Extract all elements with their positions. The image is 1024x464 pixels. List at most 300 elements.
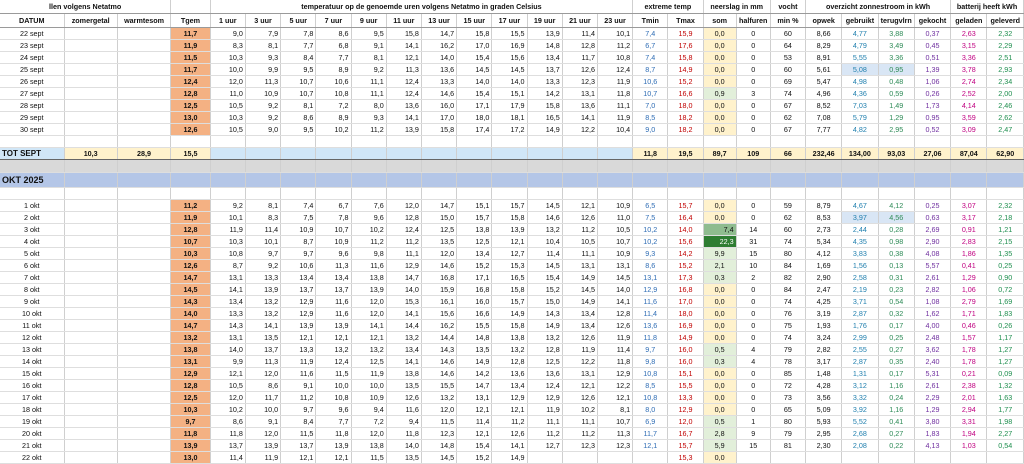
data-cell[interactable]: 14,0 xyxy=(171,308,210,320)
data-cell[interactable]: 11,5 xyxy=(281,428,316,440)
data-cell[interactable]: 4,77 xyxy=(842,28,878,40)
data-cell[interactable]: 12,1 xyxy=(492,236,527,248)
empty-cell[interactable] xyxy=(562,188,597,200)
data-cell[interactable]: 84 xyxy=(770,284,805,296)
data-cell[interactable]: 11,8 xyxy=(316,428,351,440)
data-cell[interactable]: 12,1 xyxy=(492,404,527,416)
data-cell[interactable]: 0,24 xyxy=(878,392,914,404)
data-cell[interactable]: 72 xyxy=(770,380,805,392)
data-cell[interactable]: 15,5 xyxy=(668,380,703,392)
empty-cell[interactable] xyxy=(64,136,117,148)
data-cell[interactable]: 9,2 xyxy=(245,260,280,272)
data-cell[interactable]: 10,9 xyxy=(597,200,632,212)
data-cell[interactable]: 15,7 xyxy=(492,296,527,308)
data-cell[interactable]: 9,4 xyxy=(351,404,386,416)
data-cell[interactable]: 1,78 xyxy=(951,356,987,368)
date-cell[interactable]: 13 okt xyxy=(0,344,64,356)
data-cell[interactable]: 13,5 xyxy=(386,380,421,392)
date-cell[interactable]: 21 okt xyxy=(0,440,64,452)
data-cell[interactable]: 10 xyxy=(736,260,770,272)
data-cell[interactable]: 0,0 xyxy=(703,112,736,124)
data-cell[interactable]: 11,8 xyxy=(633,332,668,344)
data-cell[interactable]: 74 xyxy=(770,332,805,344)
data-cell[interactable]: 16,8 xyxy=(668,284,703,296)
total-cell[interactable] xyxy=(527,148,562,160)
data-cell[interactable]: 0,35 xyxy=(878,356,914,368)
data-cell[interactable]: 15 xyxy=(736,440,770,452)
column-header[interactable]: Tmin xyxy=(633,14,668,28)
data-cell[interactable]: 11,4 xyxy=(562,28,597,40)
data-cell[interactable]: 13,7 xyxy=(210,440,245,452)
data-cell[interactable]: 10,6 xyxy=(316,76,351,88)
column-header[interactable]: 21 uur xyxy=(562,14,597,28)
data-cell[interactable]: 0,3 xyxy=(703,272,736,284)
data-cell[interactable]: 7,4 xyxy=(633,28,668,40)
data-cell[interactable]: 11,1 xyxy=(351,88,386,100)
data-cell[interactable]: 15,1 xyxy=(492,88,527,100)
data-cell[interactable]: 13,8 xyxy=(171,344,210,356)
column-header[interactable]: opwek xyxy=(806,14,842,28)
data-cell[interactable]: 0,0 xyxy=(703,284,736,296)
data-cell[interactable]: 14,7 xyxy=(386,272,421,284)
data-cell[interactable]: 16,1 xyxy=(421,296,456,308)
data-cell[interactable]: 4,12 xyxy=(878,200,914,212)
data-cell[interactable] xyxy=(117,320,170,332)
data-cell[interactable]: 12,8 xyxy=(386,212,421,224)
data-cell[interactable]: 3,49 xyxy=(878,40,914,52)
data-cell[interactable]: 12,1 xyxy=(562,200,597,212)
data-cell[interactable]: 13,1 xyxy=(210,332,245,344)
data-cell[interactable]: 5,79 xyxy=(842,112,878,124)
data-cell[interactable]: 12,1 xyxy=(316,452,351,464)
data-cell[interactable]: 14,7 xyxy=(171,320,210,332)
data-cell[interactable]: 14,9 xyxy=(492,452,527,464)
data-cell[interactable] xyxy=(878,452,914,464)
data-cell[interactable]: 17,1 xyxy=(457,272,492,284)
data-cell[interactable]: 14,9 xyxy=(562,272,597,284)
date-cell[interactable]: 27 sept xyxy=(0,88,64,100)
data-cell[interactable] xyxy=(64,212,117,224)
data-cell[interactable]: 15,8 xyxy=(492,284,527,296)
data-cell[interactable] xyxy=(117,296,170,308)
data-cell[interactable]: 11,1 xyxy=(597,100,632,112)
data-cell[interactable]: 13,4 xyxy=(316,272,351,284)
data-cell[interactable]: 2,32 xyxy=(987,200,1024,212)
data-cell[interactable]: 1,31 xyxy=(842,368,878,380)
data-cell[interactable]: 1,76 xyxy=(842,320,878,332)
data-cell[interactable]: 0,5 xyxy=(703,416,736,428)
data-cell[interactable]: 4,67 xyxy=(842,200,878,212)
data-cell[interactable]: 10,1 xyxy=(210,212,245,224)
data-cell[interactable] xyxy=(64,236,117,248)
data-cell[interactable]: 3,88 xyxy=(878,28,914,40)
data-cell[interactable]: 1,08 xyxy=(914,296,950,308)
data-cell[interactable] xyxy=(64,284,117,296)
data-cell[interactable]: 10,3 xyxy=(210,52,245,64)
empty-cell[interactable] xyxy=(171,188,210,200)
data-cell[interactable]: 16,0 xyxy=(457,296,492,308)
data-cell[interactable]: 9,3 xyxy=(633,248,668,260)
data-cell[interactable]: 11,9 xyxy=(210,224,245,236)
data-cell[interactable] xyxy=(633,452,668,464)
data-cell[interactable]: 15,4 xyxy=(457,52,492,64)
data-cell[interactable]: 14,8 xyxy=(527,40,562,52)
data-cell[interactable]: 0,23 xyxy=(878,284,914,296)
data-cell[interactable]: 8,5 xyxy=(633,380,668,392)
data-cell[interactable]: 14,7 xyxy=(421,28,456,40)
empty-cell[interactable] xyxy=(914,136,950,148)
data-cell[interactable]: 13,5 xyxy=(421,236,456,248)
data-cell[interactable]: 6,7 xyxy=(316,200,351,212)
data-cell[interactable]: 1,93 xyxy=(806,320,842,332)
data-cell[interactable]: 14,5 xyxy=(421,452,456,464)
data-cell[interactable]: 0,48 xyxy=(878,76,914,88)
data-cell[interactable]: 13,1 xyxy=(562,88,597,100)
empty-cell[interactable] xyxy=(64,173,117,188)
data-cell[interactable]: 18,1 xyxy=(492,112,527,124)
date-cell[interactable]: 10 okt xyxy=(0,308,64,320)
column-header[interactable]: 7 uur xyxy=(316,14,351,28)
data-cell[interactable]: 5,52 xyxy=(842,416,878,428)
data-cell[interactable] xyxy=(117,416,170,428)
data-cell[interactable]: 12,4 xyxy=(386,88,421,100)
data-cell[interactable] xyxy=(64,296,117,308)
data-cell[interactable]: 0,0 xyxy=(703,452,736,464)
data-cell[interactable]: 2,61 xyxy=(914,272,950,284)
data-cell[interactable]: 11,6 xyxy=(316,308,351,320)
data-cell[interactable]: 12,0 xyxy=(245,368,280,380)
empty-cell[interactable] xyxy=(457,173,492,188)
data-cell[interactable] xyxy=(64,452,117,464)
data-cell[interactable]: 5,31 xyxy=(914,368,950,380)
data-cell[interactable]: 0,0 xyxy=(703,76,736,88)
data-cell[interactable]: 12,6 xyxy=(562,64,597,76)
empty-cell[interactable] xyxy=(281,173,316,188)
data-cell[interactable]: 14,2 xyxy=(457,368,492,380)
data-cell[interactable]: 15,6 xyxy=(492,52,527,64)
data-cell[interactable]: 10,0 xyxy=(245,404,280,416)
data-cell[interactable]: 10,1 xyxy=(245,236,280,248)
data-cell[interactable]: 13,4 xyxy=(492,380,527,392)
data-cell[interactable] xyxy=(117,248,170,260)
data-cell[interactable]: 15,4 xyxy=(457,88,492,100)
data-cell[interactable]: 12,8 xyxy=(171,224,210,236)
data-cell[interactable]: 69 xyxy=(770,76,805,88)
data-cell[interactable]: 10,8 xyxy=(633,392,668,404)
data-cell[interactable] xyxy=(64,392,117,404)
data-cell[interactable]: 13,4 xyxy=(562,320,597,332)
data-cell[interactable]: 8,29 xyxy=(806,40,842,52)
empty-cell[interactable] xyxy=(770,136,805,148)
data-cell[interactable]: 15,8 xyxy=(421,124,456,136)
data-cell[interactable]: 13,4 xyxy=(281,272,316,284)
data-cell[interactable]: 0,91 xyxy=(951,224,987,236)
data-cell[interactable]: 12,5 xyxy=(457,236,492,248)
data-cell[interactable]: 12,1 xyxy=(351,332,386,344)
data-cell[interactable]: 5,93 xyxy=(806,416,842,428)
data-cell[interactable] xyxy=(64,40,117,52)
data-cell[interactable] xyxy=(117,224,170,236)
data-cell[interactable]: 12,9 xyxy=(527,392,562,404)
data-cell[interactable]: 15,4 xyxy=(457,440,492,452)
data-cell[interactable]: 1,29 xyxy=(914,404,950,416)
data-cell[interactable]: 10,5 xyxy=(562,236,597,248)
data-cell[interactable] xyxy=(117,236,170,248)
data-cell[interactable]: 9,6 xyxy=(351,212,386,224)
data-cell[interactable]: 14,7 xyxy=(457,380,492,392)
data-cell[interactable]: 10,7 xyxy=(171,236,210,248)
data-cell[interactable]: 0 xyxy=(736,100,770,112)
data-cell[interactable]: 18,2 xyxy=(668,124,703,136)
data-cell[interactable]: 0,0 xyxy=(703,100,736,112)
data-cell[interactable]: 15,0 xyxy=(527,296,562,308)
data-cell[interactable]: 13,2 xyxy=(527,224,562,236)
empty-cell[interactable] xyxy=(316,173,351,188)
data-cell[interactable]: 14,0 xyxy=(492,76,527,88)
data-cell[interactable]: 12,6 xyxy=(597,320,632,332)
data-cell[interactable]: 12,0 xyxy=(386,200,421,212)
data-cell[interactable] xyxy=(64,368,117,380)
data-cell[interactable]: 13,8 xyxy=(386,368,421,380)
empty-cell[interactable] xyxy=(562,136,597,148)
data-cell[interactable]: 8,6 xyxy=(210,416,245,428)
data-cell[interactable]: 1,21 xyxy=(987,224,1024,236)
data-cell[interactable]: 15,8 xyxy=(527,100,562,112)
empty-cell[interactable] xyxy=(703,173,736,188)
data-cell[interactable]: 10,7 xyxy=(597,236,632,248)
data-cell[interactable]: 0,0 xyxy=(703,28,736,40)
data-cell[interactable]: 2,62 xyxy=(987,112,1024,124)
data-cell[interactable]: 17,0 xyxy=(668,296,703,308)
data-cell[interactable]: 3,71 xyxy=(842,296,878,308)
data-cell[interactable]: 13,2 xyxy=(386,332,421,344)
data-cell[interactable] xyxy=(770,452,805,464)
data-cell[interactable]: 1,77 xyxy=(987,404,1024,416)
data-cell[interactable]: 16,0 xyxy=(421,100,456,112)
data-cell[interactable]: 2,18 xyxy=(987,212,1024,224)
data-cell[interactable]: 12,6 xyxy=(171,124,210,136)
data-cell[interactable]: 14,8 xyxy=(421,440,456,452)
data-cell[interactable]: 2,93 xyxy=(987,64,1024,76)
data-cell[interactable]: 11,2 xyxy=(562,224,597,236)
data-cell[interactable]: 13,0 xyxy=(171,452,210,464)
empty-cell[interactable] xyxy=(457,136,492,148)
data-cell[interactable]: 14,0 xyxy=(386,440,421,452)
data-cell[interactable]: 3,12 xyxy=(842,380,878,392)
data-cell[interactable]: 2,46 xyxy=(987,100,1024,112)
data-cell[interactable]: 12,9 xyxy=(171,368,210,380)
date-cell[interactable]: 22 okt xyxy=(0,452,64,464)
data-cell[interactable]: 9,5 xyxy=(281,124,316,136)
data-cell[interactable] xyxy=(914,452,950,464)
data-cell[interactable]: 8,9 xyxy=(316,112,351,124)
data-cell[interactable]: 2,74 xyxy=(951,76,987,88)
empty-cell[interactable] xyxy=(770,188,805,200)
data-cell[interactable]: 12,5 xyxy=(171,100,210,112)
column-header[interactable]: DATUM xyxy=(0,14,64,28)
data-cell[interactable]: 11,1 xyxy=(386,248,421,260)
data-cell[interactable]: 11,5 xyxy=(351,452,386,464)
data-cell[interactable]: 15,3 xyxy=(386,296,421,308)
data-cell[interactable]: 5,9 xyxy=(703,440,736,452)
empty-cell[interactable] xyxy=(492,188,527,200)
empty-cell[interactable] xyxy=(351,188,386,200)
data-cell[interactable]: 3,83 xyxy=(842,248,878,260)
data-cell[interactable]: 0 xyxy=(736,380,770,392)
data-cell[interactable] xyxy=(64,124,117,136)
data-cell[interactable]: 13,8 xyxy=(351,272,386,284)
data-cell[interactable]: 11,9 xyxy=(597,112,632,124)
data-cell[interactable]: 10,2 xyxy=(316,124,351,136)
total-cell[interactable] xyxy=(386,148,421,160)
data-cell[interactable]: 2,69 xyxy=(914,224,950,236)
data-cell[interactable]: 9,2 xyxy=(351,64,386,76)
data-cell[interactable]: 0,0 xyxy=(703,368,736,380)
data-cell[interactable]: 0,17 xyxy=(878,320,914,332)
data-cell[interactable]: 11,3 xyxy=(386,64,421,76)
data-cell[interactable]: 15,6 xyxy=(421,308,456,320)
data-cell[interactable]: 3,59 xyxy=(951,112,987,124)
data-cell[interactable]: 0,26 xyxy=(987,320,1024,332)
data-cell[interactable]: 3,09 xyxy=(951,124,987,136)
data-cell[interactable]: 0 xyxy=(736,212,770,224)
empty-cell[interactable] xyxy=(210,188,245,200)
data-cell[interactable]: 0,09 xyxy=(987,368,1024,380)
empty-cell[interactable] xyxy=(736,136,770,148)
data-cell[interactable]: 7,8 xyxy=(281,28,316,40)
data-cell[interactable]: 7,2 xyxy=(351,416,386,428)
data-cell[interactable]: 0,9 xyxy=(703,88,736,100)
date-cell[interactable]: 24 sept xyxy=(0,52,64,64)
empty-cell[interactable] xyxy=(668,188,703,200)
data-cell[interactable]: 10,1 xyxy=(597,28,632,40)
data-cell[interactable]: 12,3 xyxy=(597,440,632,452)
data-cell[interactable]: 14,5 xyxy=(492,64,527,76)
data-cell[interactable]: 9,3 xyxy=(245,52,280,64)
data-cell[interactable]: 15,3 xyxy=(492,260,527,272)
empty-cell[interactable] xyxy=(597,136,632,148)
data-cell[interactable]: 9,8 xyxy=(633,356,668,368)
empty-cell[interactable] xyxy=(878,188,914,200)
data-cell[interactable]: 15,6 xyxy=(668,236,703,248)
data-cell[interactable]: 11,2 xyxy=(351,124,386,136)
data-cell[interactable]: 8,3 xyxy=(210,40,245,52)
data-cell[interactable]: 12,6 xyxy=(492,428,527,440)
data-cell[interactable]: 1,29 xyxy=(878,112,914,124)
data-cell[interactable]: 12,5 xyxy=(171,392,210,404)
data-cell[interactable]: 13,9 xyxy=(492,224,527,236)
empty-cell[interactable] xyxy=(245,173,280,188)
data-cell[interactable]: 2,30 xyxy=(806,440,842,452)
empty-cell[interactable] xyxy=(770,173,805,188)
date-cell[interactable]: 22 sept xyxy=(0,28,64,40)
date-cell[interactable]: 15 okt xyxy=(0,368,64,380)
data-cell[interactable]: 10,8 xyxy=(316,392,351,404)
data-cell[interactable]: 2,87 xyxy=(842,308,878,320)
data-cell[interactable]: 16,5 xyxy=(527,112,562,124)
data-cell[interactable] xyxy=(64,248,117,260)
data-cell[interactable]: 11,9 xyxy=(171,40,210,52)
data-cell[interactable]: 0,0 xyxy=(703,404,736,416)
data-cell[interactable]: 14,1 xyxy=(210,284,245,296)
data-cell[interactable]: 0 xyxy=(736,320,770,332)
data-cell[interactable]: 13,6 xyxy=(562,100,597,112)
data-cell[interactable]: 0,52 xyxy=(914,124,950,136)
data-cell[interactable]: 12,9 xyxy=(492,392,527,404)
data-cell[interactable]: 1,69 xyxy=(806,260,842,272)
data-cell[interactable]: 12,2 xyxy=(562,356,597,368)
total-cell[interactable] xyxy=(316,148,351,160)
data-cell[interactable]: 14,3 xyxy=(527,308,562,320)
data-cell[interactable]: 0,45 xyxy=(914,40,950,52)
data-cell[interactable]: 4,79 xyxy=(842,40,878,52)
data-cell[interactable]: 0,31 xyxy=(878,272,914,284)
data-cell[interactable]: 12,2 xyxy=(562,124,597,136)
data-cell[interactable]: 4,13 xyxy=(914,440,950,452)
data-cell[interactable]: 9,6 xyxy=(316,404,351,416)
data-cell[interactable]: 9,9 xyxy=(245,64,280,76)
data-cell[interactable]: 0,98 xyxy=(878,236,914,248)
data-cell[interactable]: 0 xyxy=(736,284,770,296)
total-cell[interactable]: 93,03 xyxy=(878,148,914,160)
data-cell[interactable]: 11,3 xyxy=(245,356,280,368)
data-cell[interactable] xyxy=(64,332,117,344)
data-cell[interactable] xyxy=(64,380,117,392)
data-cell[interactable] xyxy=(64,76,117,88)
data-cell[interactable]: 14,1 xyxy=(351,320,386,332)
data-cell[interactable]: 13,7 xyxy=(245,344,280,356)
data-cell[interactable]: 13,7 xyxy=(281,284,316,296)
empty-cell[interactable] xyxy=(117,173,170,188)
data-cell[interactable]: 0,21 xyxy=(951,368,987,380)
data-cell[interactable]: 2,00 xyxy=(987,88,1024,100)
data-cell[interactable] xyxy=(64,272,117,284)
column-header[interactable]: 1 uur xyxy=(210,14,245,28)
data-cell[interactable]: 14,5 xyxy=(457,64,492,76)
data-cell[interactable]: 14,1 xyxy=(562,112,597,124)
data-cell[interactable]: 10,3 xyxy=(210,236,245,248)
empty-cell[interactable] xyxy=(597,173,632,188)
data-cell[interactable]: 17,1 xyxy=(457,100,492,112)
data-cell[interactable]: 15,9 xyxy=(668,28,703,40)
data-cell[interactable]: 3,32 xyxy=(842,392,878,404)
data-cell[interactable]: 9,7 xyxy=(281,248,316,260)
data-cell[interactable]: 15,2 xyxy=(668,260,703,272)
data-cell[interactable]: 10,5 xyxy=(210,100,245,112)
data-cell[interactable]: 14,8 xyxy=(457,332,492,344)
data-cell[interactable]: 11,8 xyxy=(171,428,210,440)
data-cell[interactable]: 2,99 xyxy=(842,332,878,344)
data-cell[interactable]: 11,1 xyxy=(351,76,386,88)
data-cell[interactable]: 7,0 xyxy=(633,100,668,112)
data-cell[interactable]: 0 xyxy=(736,368,770,380)
empty-cell[interactable] xyxy=(0,136,64,148)
data-cell[interactable]: 14,3 xyxy=(210,320,245,332)
empty-cell[interactable] xyxy=(281,188,316,200)
data-cell[interactable]: 2,82 xyxy=(806,344,842,356)
data-cell[interactable]: 2,90 xyxy=(806,272,842,284)
data-cell[interactable]: 11,4 xyxy=(210,452,245,464)
data-cell[interactable]: 0,5 xyxy=(703,344,736,356)
column-header[interactable]: halfuren xyxy=(736,14,770,28)
data-cell[interactable]: 73 xyxy=(770,392,805,404)
data-cell[interactable]: 6,5 xyxy=(633,200,668,212)
data-cell[interactable]: 12,1 xyxy=(386,52,421,64)
data-cell[interactable]: 0,27 xyxy=(878,344,914,356)
data-cell[interactable]: 11,7 xyxy=(171,64,210,76)
total-cell[interactable]: 11,8 xyxy=(633,148,668,160)
column-header[interactable]: geleverd xyxy=(987,14,1024,28)
